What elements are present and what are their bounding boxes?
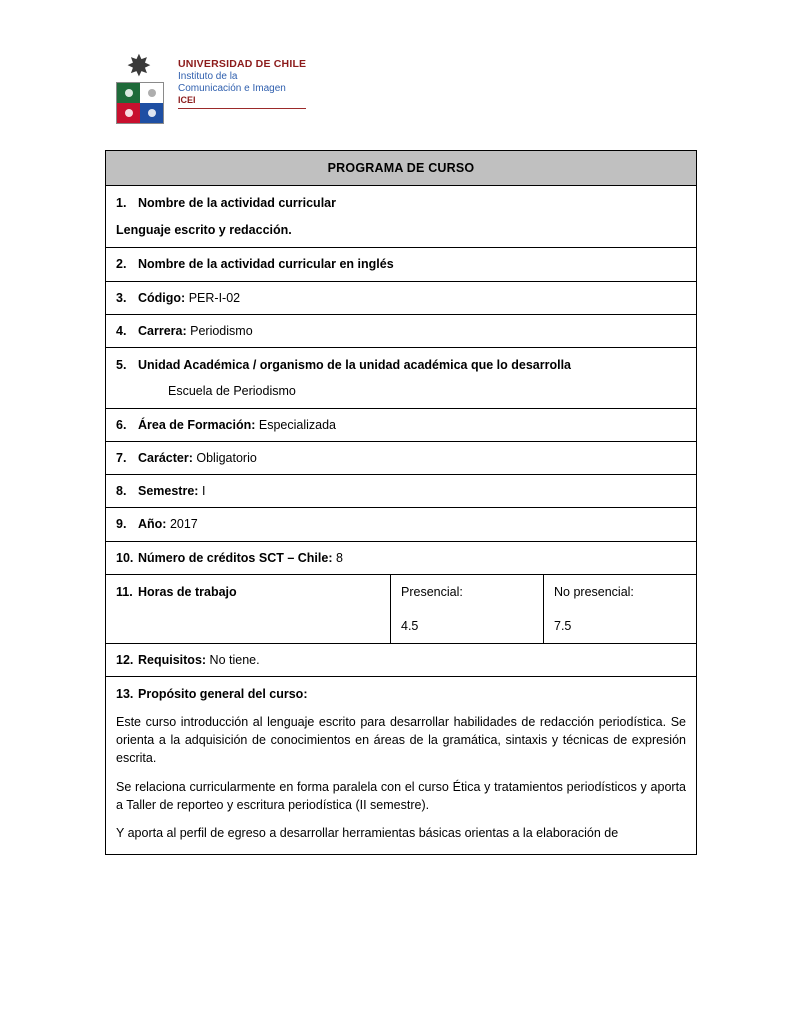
row-label-line bbox=[116, 356, 686, 374]
university-logo bbox=[108, 52, 306, 124]
row-number: 12. bbox=[116, 652, 134, 667]
hours-no-presencial-cell bbox=[544, 574, 697, 643]
row-number: 13. bbox=[116, 687, 134, 701]
hours-no-presencial-value: 7.5 bbox=[554, 618, 572, 633]
row-semestre bbox=[106, 475, 697, 508]
hours-presencial-label: Presencial: bbox=[401, 584, 463, 599]
row-value: No tiene. bbox=[209, 652, 260, 667]
proposito-paragraph: Y aporta al perfil de egreso a desarrollar herramientas básicas orientas a la elaboración de bbox=[116, 825, 619, 840]
table-row bbox=[106, 442, 697, 475]
row-sub-value: Escuela de Periodismo bbox=[168, 383, 296, 398]
row-label: Requisitos: bbox=[138, 652, 207, 667]
row-label-line bbox=[116, 194, 686, 212]
row-label-line bbox=[116, 416, 686, 434]
table-row-title bbox=[106, 151, 697, 186]
row-number: 7. bbox=[116, 451, 127, 466]
page-title: PROGRAMA DE CURSO bbox=[106, 151, 697, 186]
row-label: Propósito general del curso: bbox=[138, 687, 308, 701]
table-row bbox=[106, 409, 697, 442]
hours-presencial-value: 4.5 bbox=[401, 618, 419, 633]
row-label-line bbox=[116, 549, 686, 567]
row-label: Nombre de la actividad curricular en inglés bbox=[138, 257, 394, 272]
row-number: 3. bbox=[116, 290, 127, 305]
row-number: 8. bbox=[116, 484, 127, 499]
shield-quadrant-green bbox=[117, 83, 140, 103]
logo-institute-line2: Comunicación e Imagen bbox=[178, 83, 286, 94]
row-label: Número de créditos SCT – Chile: bbox=[138, 550, 333, 565]
row-value: I bbox=[201, 484, 206, 499]
shield-icon bbox=[116, 82, 164, 124]
row-horas-trabajo bbox=[106, 574, 391, 643]
row-label: Carrera: bbox=[138, 323, 187, 338]
row-label-line bbox=[116, 685, 686, 703]
row-value: 2017 bbox=[169, 517, 198, 532]
row-label-line bbox=[116, 482, 686, 500]
logo-text bbox=[178, 52, 306, 109]
table-row bbox=[106, 186, 697, 248]
row-number: 11. bbox=[116, 584, 133, 599]
table-row bbox=[106, 248, 697, 281]
hours-no-presencial-label: No presencial: bbox=[554, 584, 634, 599]
table-row-horas bbox=[106, 574, 697, 643]
row-value: Obligatorio bbox=[196, 451, 257, 466]
row-label: Horas de trabajo bbox=[138, 584, 237, 599]
row-label: Área de Formación: bbox=[138, 418, 256, 432]
logo-mark bbox=[108, 52, 170, 124]
row-proposito-general bbox=[106, 677, 697, 855]
row-label: Nombre de la actividad curricular bbox=[138, 196, 336, 211]
table-row-proposito bbox=[106, 677, 697, 855]
logo-institute-line1: Instituto de la bbox=[178, 71, 238, 82]
row-label-line bbox=[116, 322, 686, 340]
proposito-paragraph: Se relaciona curricularmente en forma paralela con el curso Ética y tratamientos periodísticos y aporta a Taller de reporteo y escritura periodística (II semestre). bbox=[116, 779, 686, 812]
table-row bbox=[106, 281, 697, 314]
row-number: 9. bbox=[116, 517, 127, 532]
row-label: Unidad Académica / organismo de la unidad académica que lo desarrolla bbox=[138, 357, 572, 372]
table-row bbox=[106, 475, 697, 508]
row-value: Periodismo bbox=[190, 323, 253, 338]
row-label-line bbox=[116, 289, 686, 307]
row-label: Año: bbox=[138, 517, 167, 532]
row-ano bbox=[106, 508, 697, 541]
table-row bbox=[106, 347, 697, 408]
row-number: 1. bbox=[116, 196, 127, 211]
table-row bbox=[106, 314, 697, 347]
row-body: Lenguaje escrito y redacción. bbox=[116, 223, 292, 238]
row-creditos bbox=[106, 541, 697, 574]
row-label: Semestre: bbox=[138, 484, 199, 499]
row-number: 2. bbox=[116, 257, 127, 272]
row-unidad-academica bbox=[106, 347, 697, 408]
row-number: 6. bbox=[116, 418, 127, 432]
row-codigo bbox=[106, 281, 697, 314]
row-nombre-actividad bbox=[106, 186, 697, 248]
course-program-table bbox=[105, 150, 697, 855]
logo-acronym: ICEI bbox=[178, 95, 196, 105]
row-number: 5. bbox=[116, 357, 127, 372]
shield-quadrant-white bbox=[140, 83, 163, 103]
row-value: PER-I-02 bbox=[188, 290, 241, 305]
table-row bbox=[106, 508, 697, 541]
row-value: 8 bbox=[335, 550, 343, 565]
row-nombre-ingles bbox=[106, 248, 697, 281]
shield-quadrant-blue bbox=[140, 103, 163, 123]
hours-presencial-cell bbox=[391, 574, 544, 643]
row-area-formacion bbox=[106, 409, 697, 442]
row-value: Especializada bbox=[258, 418, 337, 432]
row-label-line bbox=[116, 515, 686, 533]
row-label-line bbox=[116, 651, 686, 669]
logo-university-name: UNIVERSIDAD DE CHILE bbox=[178, 58, 307, 70]
proposito-paragraph: Este curso introducción al lenguaje escrito para desarrollar habilidades de redacción periodística. Se orienta a la adquisición de conocimientos en áreas de la gramática, sintaxis y técnicas de expresión escrita. bbox=[116, 715, 686, 766]
row-number: 4. bbox=[116, 323, 127, 338]
row-label-line bbox=[116, 449, 686, 467]
row-number: 10. bbox=[116, 550, 134, 565]
row-requisitos bbox=[106, 643, 697, 676]
star-icon: ✸ bbox=[126, 50, 152, 83]
row-caracter bbox=[106, 442, 697, 475]
row-label: Código: bbox=[138, 290, 186, 305]
shield-quadrant-red bbox=[117, 103, 140, 123]
row-carrera bbox=[106, 314, 697, 347]
row-label-line bbox=[116, 583, 380, 601]
row-label-line bbox=[116, 255, 686, 273]
table-row bbox=[106, 541, 697, 574]
table-row bbox=[106, 643, 697, 676]
row-label: Carácter: bbox=[138, 451, 193, 466]
